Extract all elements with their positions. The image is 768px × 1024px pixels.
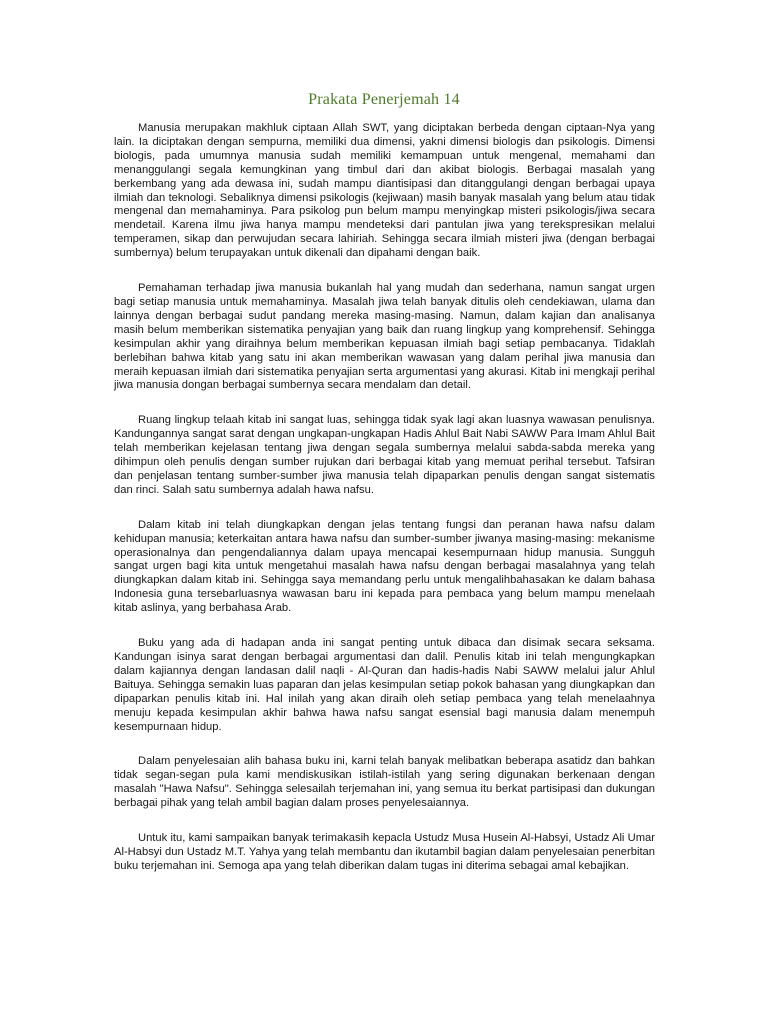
paragraph-3: Ruang lingkup telaah kitab ini sangat luas, sehingga tidak syak lagi akan luasnya wawasan penulisnya. Kandungannya sangat sarat dengan ungkapan-ungkapan Hadis Ahlul Bait Nabi SAWW Para Imam Ahlul Bait telah memberikan kejelasan tentang jiwa dengan segala sumbernya melalui sabda-sabda mereka yang dihimpun oleh penulis dengan sumber rujukan dari berbagai kitab yang memuat perihal tersebut. Tafsiran dan penjelasan tentang sumber-sumber jiwa manusia telah dipaparkan penulis dengan sangat sistematis dan rinci. Salah satu sumbernya adalah hawa nafsu.	[114, 414, 655, 496]
body-text	[114, 122, 655, 895]
paragraph-7: Untuk itu, kami sampaikan banyak terimakasih kepacla Ustudz Musa Husein Al-Habsyi, Ustadz Ali Umar Al-Habsyi dun Ustadz M.T. Yahya yang telah membantu dan ikutambil bagian dalam penyelesaian penerbitan buku terjemahan ini. Semoga apa yang telah diberikan dalam tugas ini diterima sebagai amal kebajikan.	[114, 832, 655, 872]
paragraph-4: Dalam kitab ini telah diungkapkan dengan jelas tentang fungsi dan peranan hawa nafsu dalam kehidupan manusia; keterkaitan antara hawa nafsu dan sumber-sumber jiwanya masing-masing: mekanisme operasionalnya dan pengendaliannya dalam upaya mencapai kesempurnaan hidup manusia. Sungguh sangat urgen bagi kita untuk mengetahui masalah hawa nafsu dengan berbagai masalahnya yang telah diungkapkan dalam kitab ini. Sehingga saya memandang perlu untuk mengalihbahasakan ke dalam bahasa Indonesia guna tersebarluasnya wawasan baru ini kepada para pembaca yang belum mampu menelaah kitab aslinya, yang berbahasa Arab.	[114, 518, 655, 615]
paragraph-6: Dalam penyelesaian alih bahasa buku ini, karni telah banyak melibatkan beberapa asatidz dan bahkan tidak segan-segan pula kami mendiskusikan istilah-istilah yang sering digunakan berkenaan dengan masalah "Hawa Nafsu". Sehingga selesailah terjemahan ini, yang semua itu berkat partisipasi dan dukungan berbagai pihak yang telah ambil bagian dalam proses penyelesaiannya.	[114, 755, 655, 810]
paragraph-5: Buku yang ada di hadapan anda ini sangat penting untuk dibaca dan disimak secara seksama. Kandungan isinya sarat dengan berbagai argumentasi dan dalil. Penulis kitab ini telah mengungkapkan dalam kajiannya dengan landasan dalil naqli - Al-Quran dan hadis-hadis Nabi SAWW melalui jalur Ahlul Baituya. Sehingga semakin luas paparan dan jelas kesimpulan setiap pokok bahasan yang diungkapkan dan dipaparkan penulis kitab ini. Hal inilah yang akan diraih oleh setiap pembaca yang telah menelaahnya menuju kepada kesimpulan akhir bahwa hawa nafsu sangat esensial bagi manusia dalam menempuh kesempurnaan hidup.	[114, 637, 655, 733]
paragraph-2: Pemahaman terhadap jiwa manusia bukanlah hal yang mudah dan sederhana, namun sangat urgen bagi setiap manusia untuk memahaminya. Masalah jiwa telah banyak ditulis oleh cendekiawan, ulama dan lainnya dengan berbagai sudut pandang mereka masing-masing. Namun, dalam kajian dan analisanya masih belum memberikan sistematika penyajian yang baik dan ruang lingkup yang komprehensif. Sehingga kesimpulan akhir yang diraihnya belum memberikan kepuasan ilmiah bagi setiap pembacanya. Tidaklah berlebihan bahwa kitab yang satu ini akan memberikan wawasan yang dalam perihal jiwa manusia dan meraih kepuasan ilmiah dari sistematika penyajian serta argumentasi yang akurasi. Kitab ini mengkaji perihal jiwa manusia dongan berbagai sumbernya secara mendalam dan detail.	[114, 282, 655, 392]
page-title: Prakata Penerjemah 14	[308, 91, 460, 108]
paragraph-1: Manusia merupakan makhluk ciptaan Allah SWT, yang diciptakan berbeda dengan ciptaan-Nya yang lain. Ia diciptakan dengan sempurna, memiliki dua dimensi, yakni dimensi biologis dan psikologis. Dimensi biologis, pada umumnya manusia sudah memiliki kemampuan untuk mengenal, memahami dan menanggulangi segala kemungkinan yang timbul dari dan akibat biologis. Berbagai masalah yang berkembang yang ada dewasa ini, sudah mampu diantisipasi dan ditanggulangi dengan berbagai upaya ilmiah dan teknologi. Sebaliknya dimensi psikologis (kejiwaan) masih banyak masalah yang belum atau tidak mengenal dan memahaminya. Para psikolog pun belum mampu menyingkap misteri psikologis/jiwa secara mendetail. Karena ilmu jiwa hanya mampu mendeteksi dari pantulan jiwa yang terekspresikan melalui temperamen, sikap dan perwujudan secara lahiriah. Sehingga secara ilmiah misteri jiwa (dengan berbagai sumbernya) belum terupayakan untuk dikenali dan dipahami dengan baik.	[114, 122, 655, 260]
